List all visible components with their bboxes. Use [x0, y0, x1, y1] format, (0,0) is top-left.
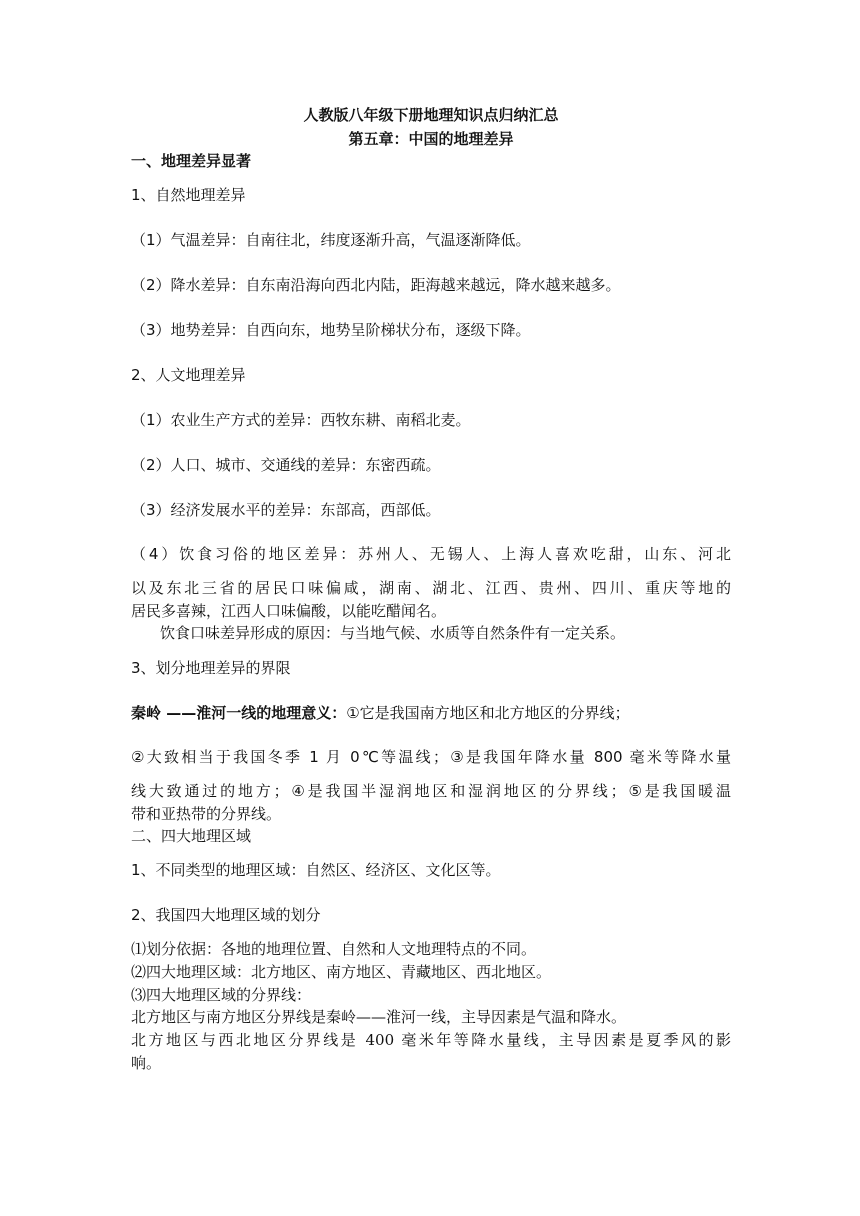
subheading-human-differences: 2、人文地理差异: [131, 366, 246, 384]
item-diet-line-1: （4）饮食习俗的地区差异：苏州人、无锡人、上海人喜欢吃甜，山东、河北: [131, 545, 731, 563]
section-heading-1: 一、地理差异显著: [131, 152, 252, 170]
subheading-natural-differences: 1、自然地理差异: [131, 186, 246, 204]
qinling-paragraph-line-2: ②大致相当于我国冬季 1 月 0℃等温线；③是我国年降水量 800 毫米等降水量: [131, 748, 731, 766]
chapter-title: 第五章：中国的地理差异: [348, 130, 514, 148]
qinling-paragraph-line-1: [131, 702, 731, 724]
subheading-four-regions: 2、我国四大地理区域的划分: [131, 906, 321, 924]
item-four-regions: ⑵四大地理区域：北方地区、南方地区、青藏地区、西北地区。: [131, 963, 552, 981]
item-agriculture: （1）农业生产方式的差异：西牧东耕、南稻北麦。: [131, 411, 471, 429]
item-precipitation: （2）降水差异：自东南沿海向西北内陆，距海越来越远，降水越来越多。: [131, 276, 621, 294]
item-diet-line-3: 居民多喜辣，江西人口味偏酸，以能吃醋闻名。: [131, 602, 447, 620]
subheading-boundaries: 3、划分地理差异的界限: [131, 659, 291, 677]
boundary-north-northwest-line-2: 响。: [131, 1054, 162, 1072]
boundary-north-northwest-line-1: 北方地区与西北地区分界线是 400 毫米年等降水量线，主导因素是夏季风的影: [131, 1031, 731, 1049]
item-terrain: （3）地势差异：自西向东，地势呈阶梯状分布，逐级下降。: [131, 321, 531, 339]
diet-reason: 饮食口味差异形成的原因：与当地气候、水质等自然条件有一定关系。: [160, 624, 626, 642]
section-heading-2: 二、四大地理区域: [131, 827, 252, 845]
item-division-basis: ⑴划分依据：各地的地理位置、自然和人文地理特点的不同。: [131, 940, 537, 958]
qinling-paragraph-line-4: 带和亚热带的分界线。: [131, 805, 282, 823]
item-economy: （3）经济发展水平的差异：东部高，西部低。: [131, 501, 441, 519]
subheading-region-types: 1、不同类型的地理区域：自然区、经济区、文化区等。: [131, 861, 501, 879]
boundary-north-south: 北方地区与南方地区分界线是秦岭——淮河一线，主导因素是气温和降水。: [131, 1008, 627, 1026]
item-boundaries: ⑶四大地理区域的分界线：: [131, 986, 312, 1004]
qinling-label: 秦岭 ——淮河一线的地理意义：: [131, 704, 347, 722]
item-population: （2）人口、城市、交通线的差异：东密西疏。: [131, 456, 441, 474]
qinling-point-1: ①它是我国南方地区和北方地区的分界线；: [346, 704, 630, 722]
qinling-paragraph-line-3: 线大致通过的地方；④是我国半湿润地区和湿润地区的分界线；⑤是我国暖温: [131, 782, 731, 800]
item-diet-line-2: 以及东北三省的居民口味偏咸，湖南、湖北、江西、贵州、四川、重庆等地的: [131, 579, 731, 597]
document-title: 人教版八年级下册地理知识点归纳汇总: [303, 106, 559, 124]
item-temperature: （1）气温差异：自南往北，纬度逐渐升高，气温逐渐降低。: [131, 231, 531, 249]
